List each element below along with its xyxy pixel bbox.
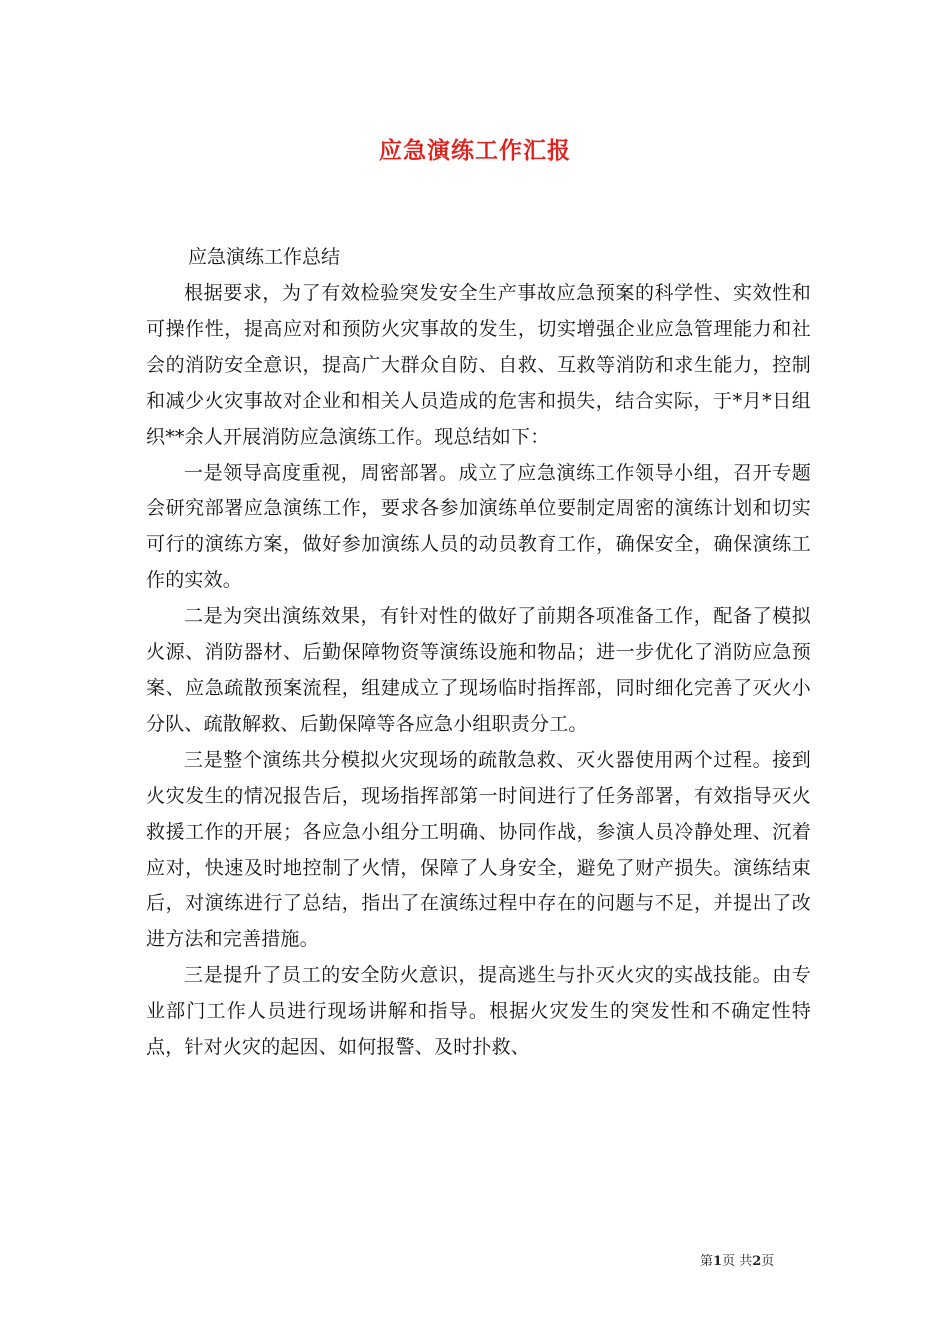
paragraph-point-4: 三是提升了员工的安全防火意识，提高逃生与扑灭火灾的实战技能。由专业部门工作人员进行现场讲解和指导。根据火灾发生的突发性和不确定性特点，针对火灾的起因、如何报警、及时扑救、 [146, 964, 811, 1059]
document-subheading: 应急演练工作总结 [188, 246, 341, 268]
paragraph-point-1: 一是领导高度重视，周密部署。成立了应急演练工作领导小组，召开专题会研究部署应急演练工作，要求各参加演练单位要制定周密的演练计划和切实可行的演练方案，做好参加演练人员的动员教育工作，确保安全，确保演练工作的实效。 [146, 461, 811, 592]
page-number-footer [700, 1250, 774, 1269]
footer-middle: 页 共 [722, 1254, 753, 1269]
footer-suffix: 页 [761, 1254, 775, 1269]
footer-prefix: 第 [700, 1254, 714, 1269]
document-title: 应急演练工作汇报 [379, 137, 571, 164]
paragraph-point-2: 二是为突出演练效果，有针对性的做好了前期各项准备工作，配备了模拟火源、消防器材、后勤保障物资等演练设施和物品；进一步优化了消防应急预案、应急疏散预案流程，组建成立了现场临时指挥部，同时细化完善了灭火小分队、疏散解救、后勤保障等各应急小组职责分工。 [146, 605, 811, 735]
paragraph-intro: 根据要求，为了有效检验突发安全生产事故应急预案的科学性、实效性和可操作性，提高应对和预防火灾事故的发生，切实增强企业应急管理能力和社会的消防安全意识，提高广大群众自防、自救、互救等消防和求生能力，控制和减少火灾事故对企业和相关人员造成的危害和损失，结合实际，于*月*日组织**余人开展消防应急演练工作。现总结如下： [146, 282, 811, 448]
document-body [146, 276, 811, 1066]
paragraph-point-3: 三是整个演练共分模拟火灾现场的疏散急救、灭火器使用两个过程。接到火灾发生的情况报告后，现场指挥部第一时间进行了任务部署，有效指导灭火救援工作的开展；各应急小组分工明确、协同作战，参演人员冷静处理、沉着应对，快速及时地控制了火情，保障了人身安全，避免了财产损失。演练结束后，对演练进行了总结，指出了在演练过程中存在的问题与不足，并提出了改进方法和完善措施。 [146, 748, 811, 951]
footer-current-page: 1 [713, 1254, 723, 1269]
footer-total-pages: 2 [752, 1254, 762, 1269]
